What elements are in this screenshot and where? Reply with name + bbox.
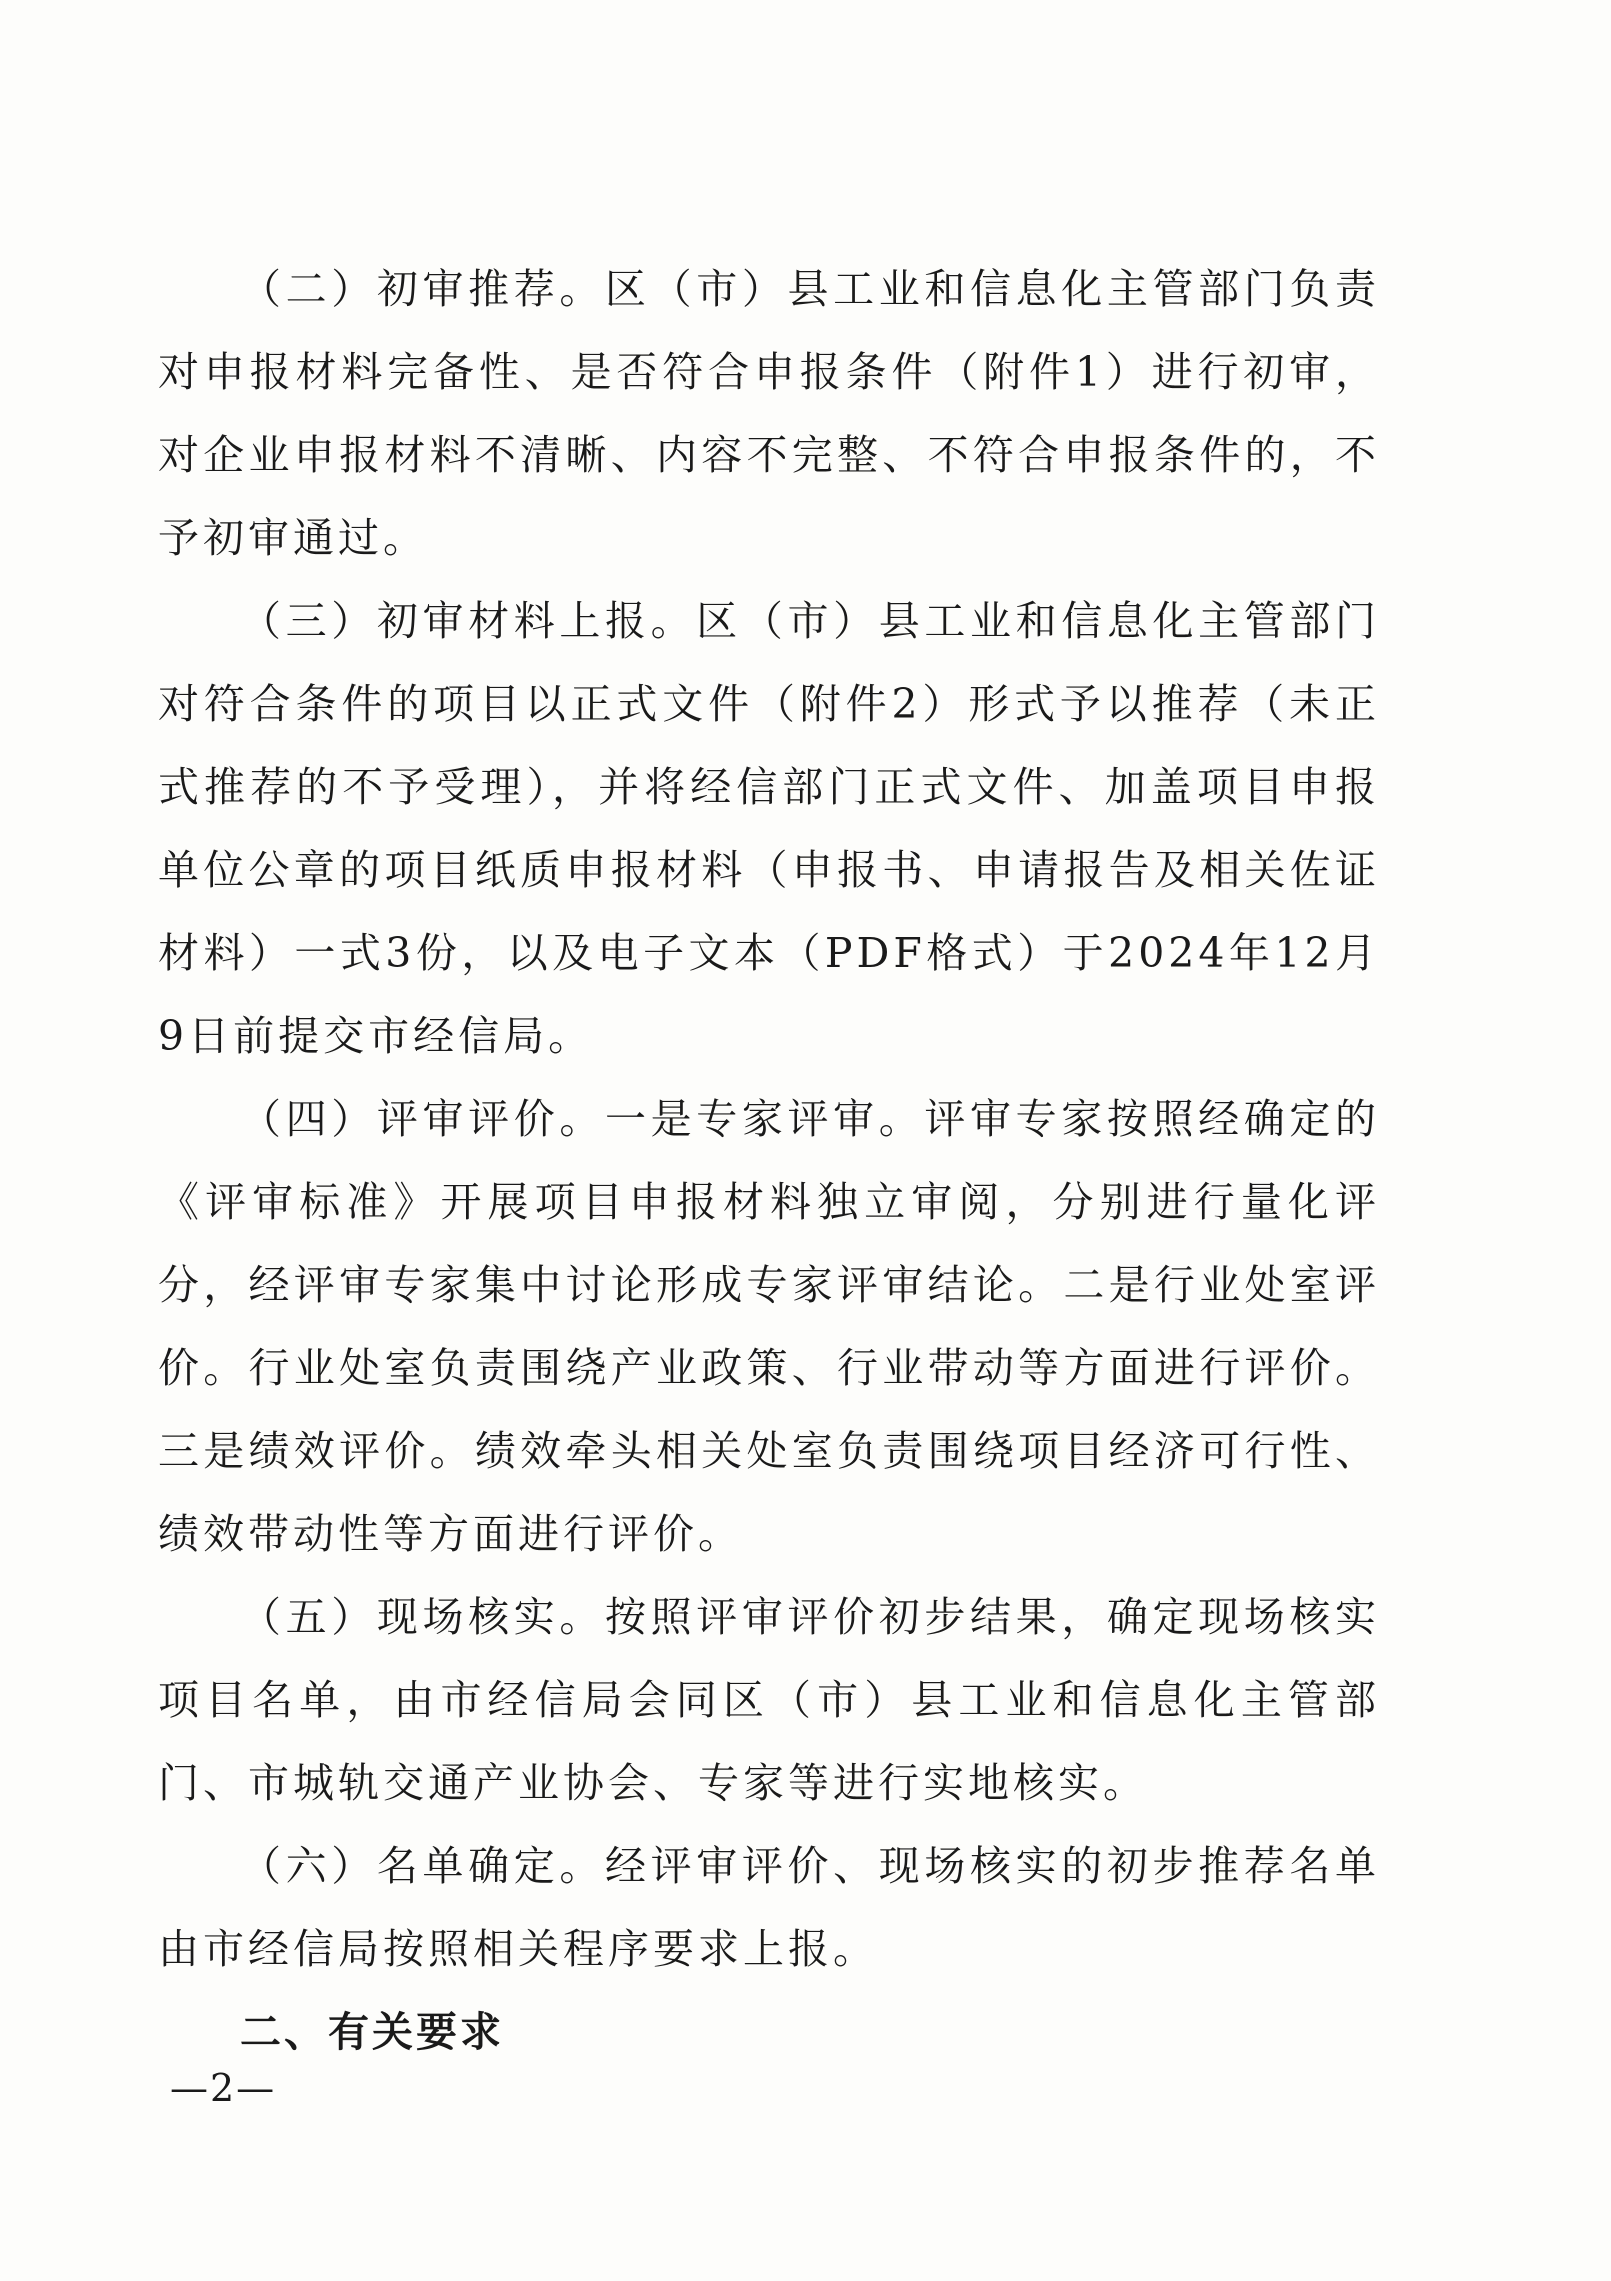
paragraph-initial-review-recommendation: （二）初审推荐。区（市）县工业和信息化主管部门负责对申报材料完备性、是否符合申报条件（附件1）进行初审，对企业申报材料不清晰、内容不完整、不符合申报条件的，不予初审通过。 (158, 265, 1380, 562)
section-heading: 二、有关要求 (240, 2008, 504, 2056)
paragraph-list-confirmation: （六）名单确定。经评审评价、现场核实的初步推荐名单由市经信局按照相关程序要求上报。 (158, 1842, 1380, 1973)
paragraph-review-evaluation: （四）评审评价。一是专家评审。评审专家按照经确定的《评审标准》开展项目申报材料独立审阅，分别进行量化评分，经评审专家集中讨论形成专家评审结论。二是行业处室评价。行业处室负责围绕产业政策、行业带动等方面进行评价。三是绩效评价。绩效牵头相关处室负责围绕项目经济可行性、绩效带动性等方面进行评价。 (158, 1095, 1380, 1558)
paragraph-initial-review-submission: （三）初审材料上报。区（市）县工业和信息化主管部门对符合条件的项目以正式文件（附件2）形式予以推荐（未正式推荐的不予受理），并将经信部门正式文件、加盖项目申报单位公章的项目纸质申报材料（申报书、申请报告及相关佐证材料）一式3份，以及电子文本（PDF格式）于2024年12月9日前提交市经信局。 (158, 597, 1380, 1060)
document-body (158, 248, 1380, 2074)
paragraph-onsite-verification: （五）现场核实。按照评审评价初步结果，确定现场核实项目名单，由市经信局会同区（市）县工业和信息化主管部门、市城轨交通产业协会、专家等进行实地核实。 (158, 1593, 1380, 1807)
page-number: —2— (170, 2066, 277, 2110)
